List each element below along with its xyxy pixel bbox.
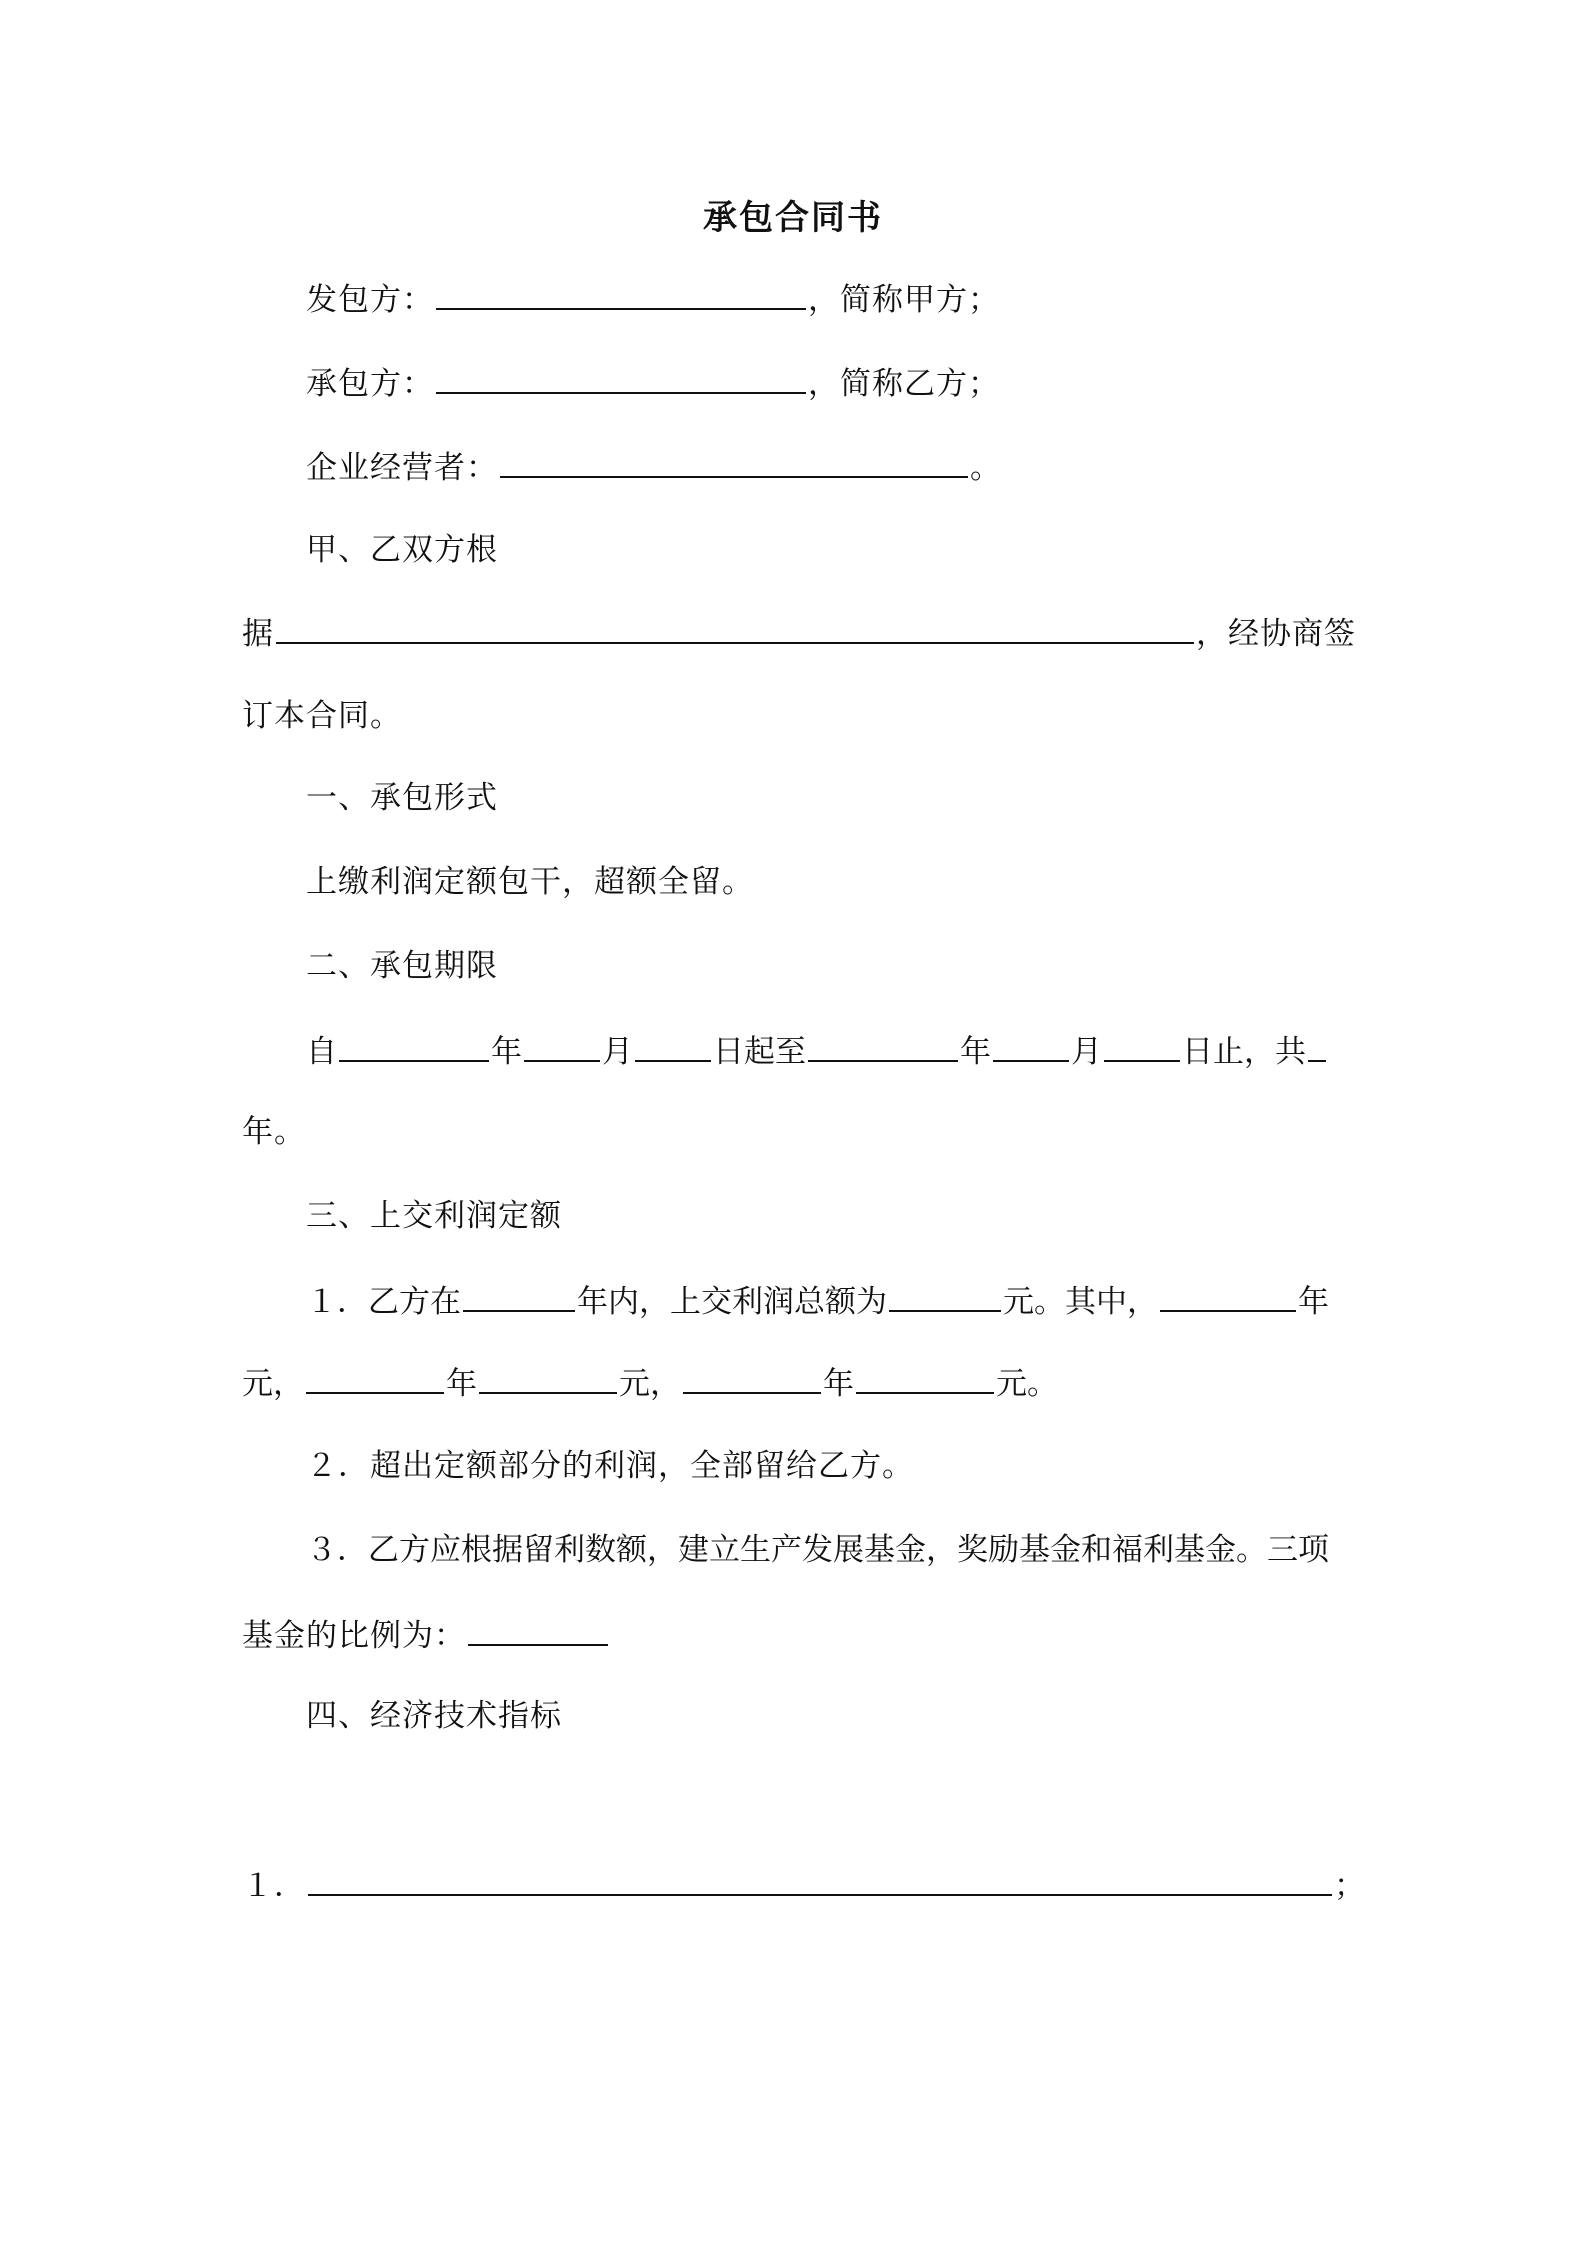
- term-total-years-blank[interactable]: [1308, 1030, 1326, 1062]
- party-a-label: 发包方：: [306, 282, 434, 318]
- term-day-from: 日起至: [713, 1034, 806, 1070]
- item-1-a: １．乙方在: [306, 1284, 461, 1320]
- section-3-item-1-line-2: [242, 1362, 1058, 1404]
- party-b-suffix: ，简称乙方；: [808, 366, 1000, 402]
- section-1-text: 上缴利润定额包干，超额全留。: [306, 864, 754, 900]
- term-start-year-blank[interactable]: [339, 1030, 489, 1062]
- term-end-day-blank[interactable]: [1104, 1030, 1180, 1062]
- term-month-1: 月: [602, 1034, 633, 1070]
- term-year-2: 年: [960, 1034, 991, 1070]
- basis-line-1: 甲、乙双方根: [306, 532, 498, 568]
- basis-blank[interactable]: [276, 612, 1194, 644]
- profit-years-blank[interactable]: [463, 1280, 575, 1312]
- term-month-2: 月: [1071, 1034, 1102, 1070]
- basis-line-2: [242, 612, 1356, 654]
- party-a-line: [306, 278, 1000, 320]
- item-1-f: 年: [446, 1366, 477, 1402]
- item-1-i: 元。: [996, 1366, 1058, 1402]
- section-4-item-1-prefix: １．: [242, 1868, 306, 1904]
- profit-amount-1-blank[interactable]: [306, 1362, 444, 1394]
- operator-line: [306, 446, 1002, 488]
- section-3-item-3-line-2: [242, 1614, 610, 1656]
- profit-amount-2-blank[interactable]: [479, 1362, 617, 1394]
- basis-line-3: 订本合同。: [242, 698, 402, 734]
- term-end-month-blank[interactable]: [993, 1030, 1069, 1062]
- profit-total-blank[interactable]: [889, 1280, 1001, 1312]
- fund-ratio-blank[interactable]: [468, 1614, 608, 1646]
- item-1-c: 元。其中，: [1003, 1284, 1158, 1320]
- item-1-h: 年: [823, 1366, 854, 1402]
- term-line: [306, 1030, 1328, 1072]
- item-1-g: 元，: [619, 1366, 681, 1402]
- section-3-heading: 三、上交利润定额: [306, 1198, 562, 1234]
- party-b-line: [306, 362, 1000, 404]
- operator-suffix: 。: [970, 450, 1002, 486]
- item-1-e: 元，: [242, 1366, 304, 1402]
- party-a-blank[interactable]: [436, 278, 806, 310]
- party-b-label: 承包方：: [306, 366, 434, 402]
- term-start-day-blank[interactable]: [635, 1030, 711, 1062]
- section-2-heading: 二、承包期限: [306, 948, 498, 984]
- section-4-item-1: [242, 1864, 1366, 1906]
- basis-prefix: 据: [242, 616, 274, 652]
- term-day-to: 日止，共: [1182, 1034, 1306, 1070]
- section-3-item-1-line-1: [306, 1280, 1329, 1322]
- section-4-item-1-suffix: ；: [1334, 1868, 1366, 1904]
- indicator-1-blank[interactable]: [308, 1864, 1332, 1896]
- term-start-month-blank[interactable]: [524, 1030, 600, 1062]
- profit-year-3-blank[interactable]: [683, 1362, 821, 1394]
- section-3-item-3-line-1: ３．乙方应根据留利数额，建立生产发展基金，奖励基金和福利基金。三项: [306, 1532, 1329, 1568]
- fund-ratio-label: 基金的比例为：: [242, 1618, 466, 1654]
- section-1-heading: 一、承包形式: [306, 780, 498, 816]
- operator-blank[interactable]: [500, 446, 968, 478]
- document-title: 承包合同书: [703, 198, 883, 238]
- item-1-b: 年内，上交利润总额为: [577, 1284, 887, 1320]
- profit-amount-3-blank[interactable]: [856, 1362, 994, 1394]
- profit-year-1-blank[interactable]: [1160, 1280, 1296, 1312]
- operator-label: 企业经营者：: [306, 450, 498, 486]
- section-3-item-2: ２．超出定额部分的利润，全部留给乙方。: [306, 1448, 914, 1484]
- basis-suffix: ，经协商签: [1196, 616, 1356, 652]
- party-b-blank[interactable]: [436, 362, 806, 394]
- term-end-year-blank[interactable]: [808, 1030, 958, 1062]
- term-end-text: 年。: [242, 1114, 306, 1150]
- item-1-d: 年: [1298, 1284, 1329, 1320]
- party-a-suffix: ，简称甲方；: [808, 282, 1000, 318]
- term-year-1: 年: [491, 1034, 522, 1070]
- section-4-heading: 四、经济技术指标: [306, 1698, 562, 1734]
- term-from: 自: [306, 1034, 337, 1070]
